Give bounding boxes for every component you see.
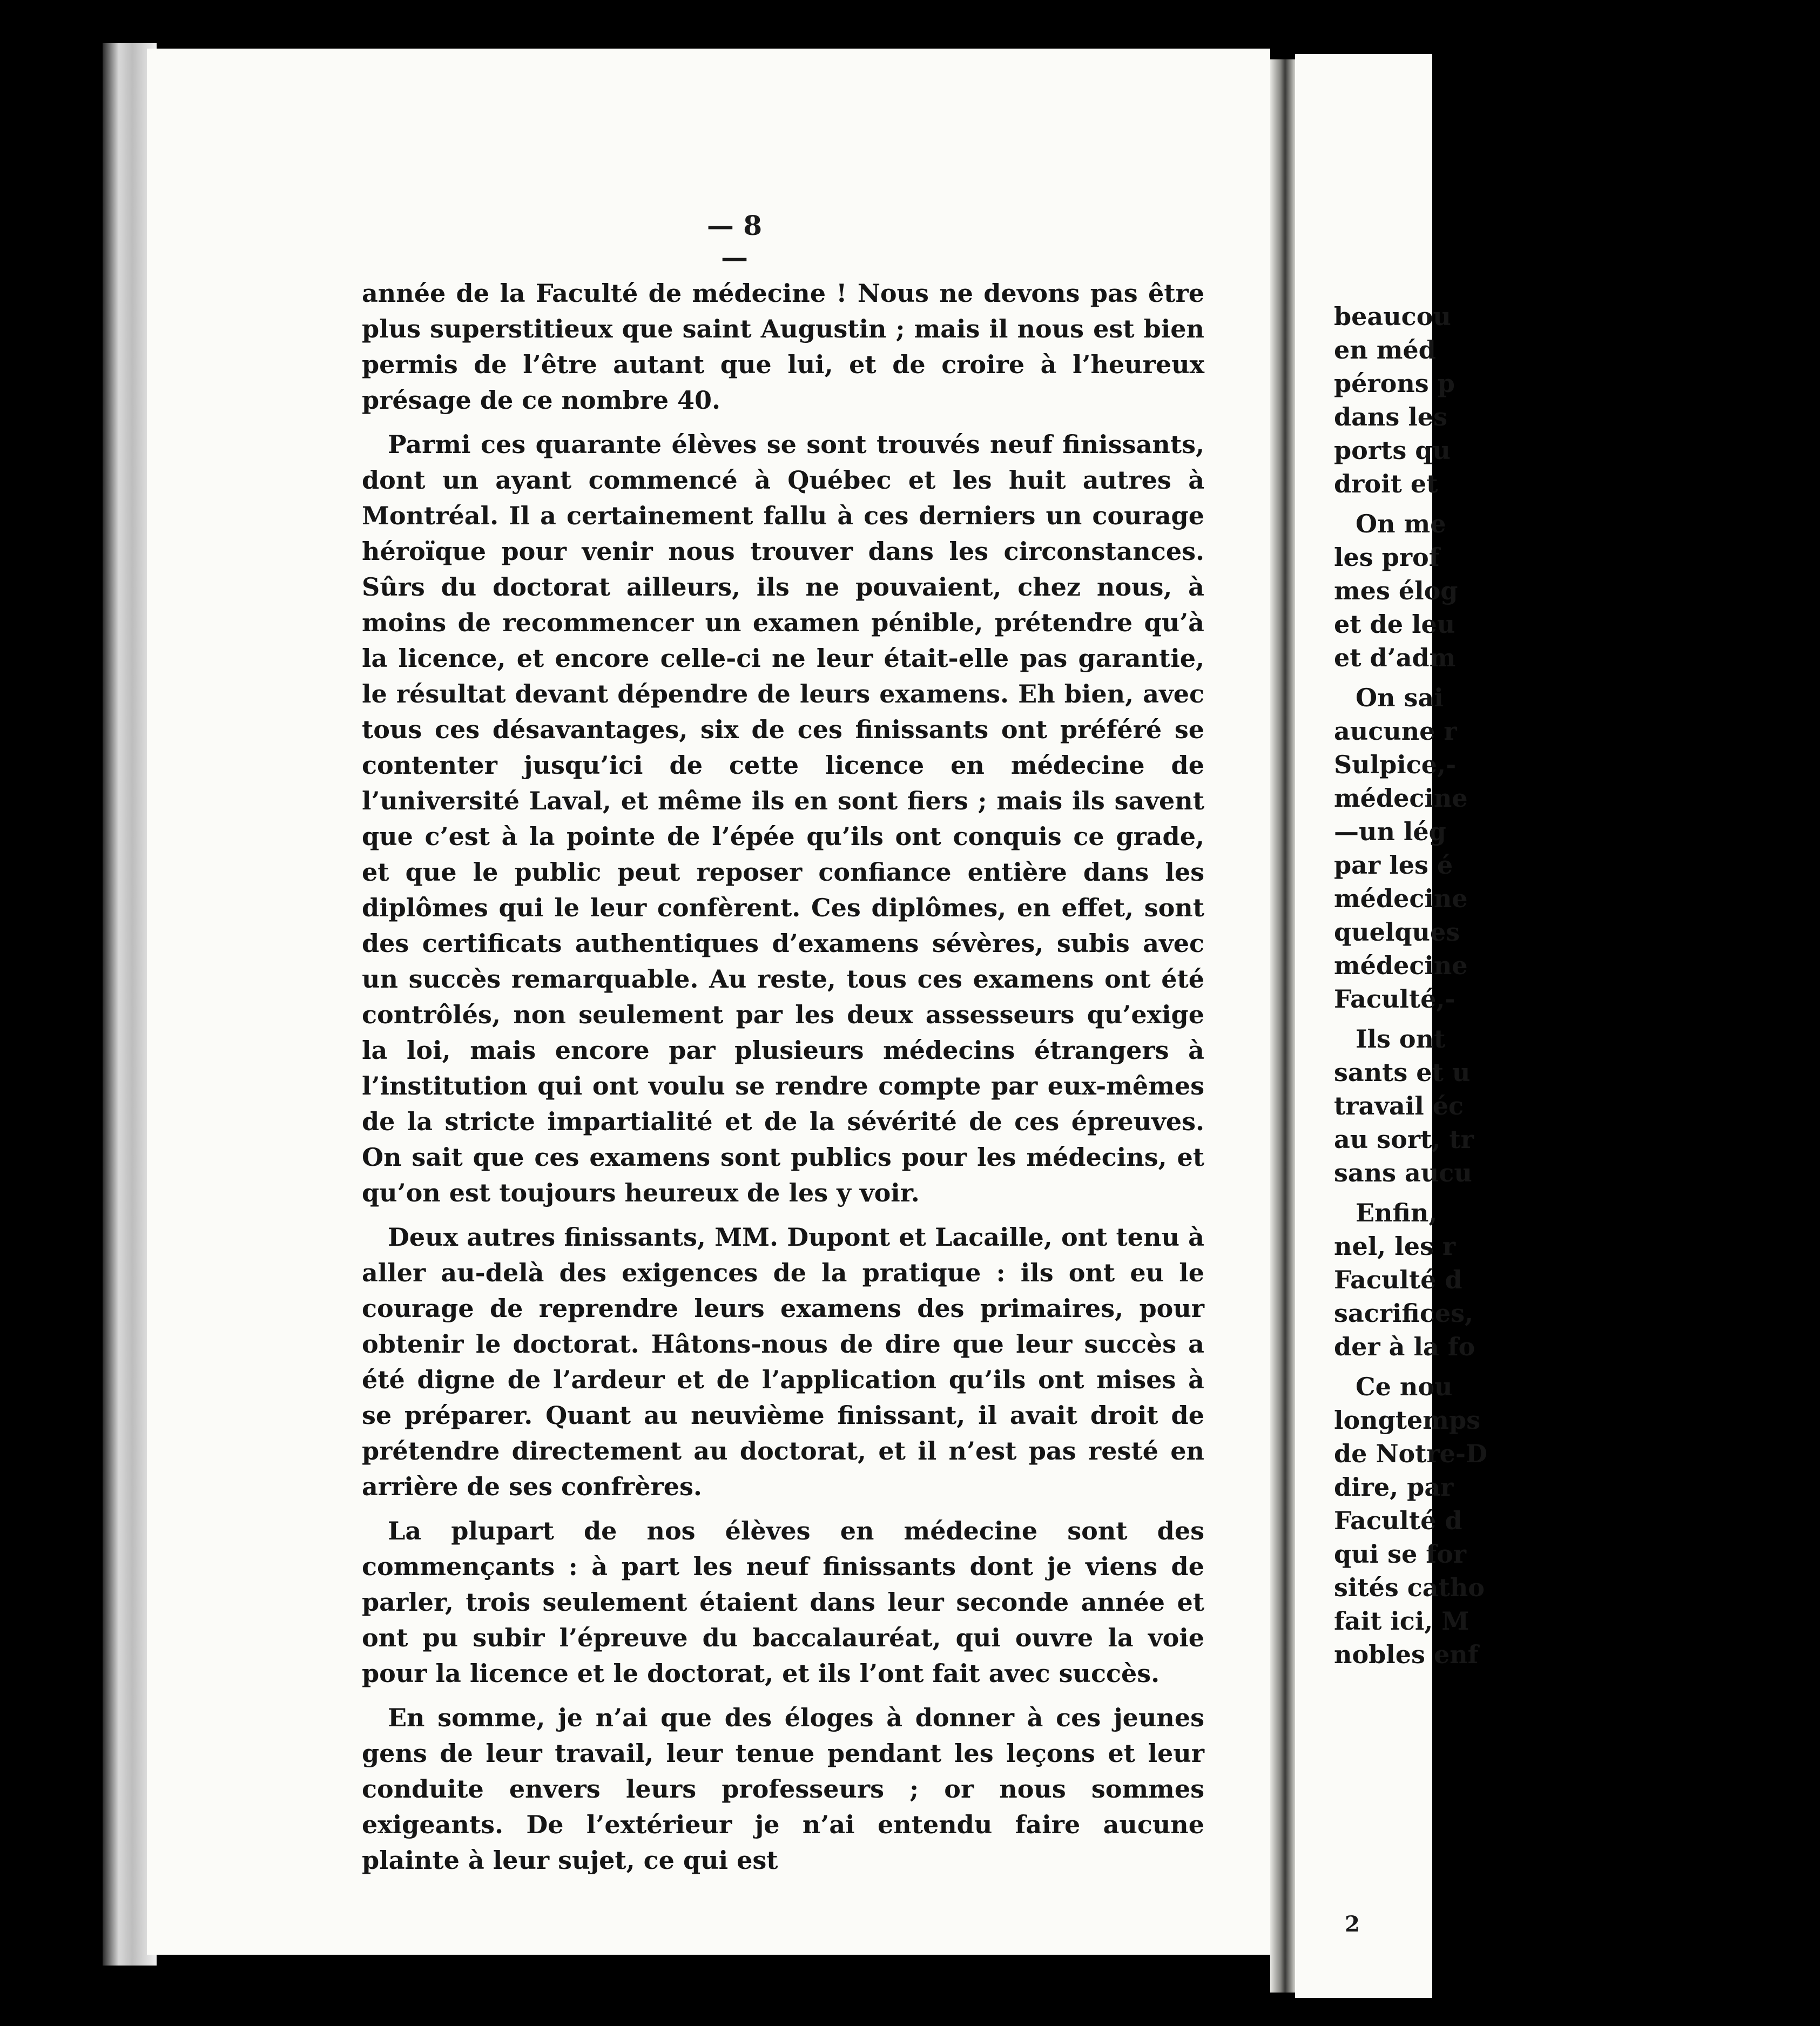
page-gutter (1270, 59, 1295, 1993)
right-line: au sort, tr (1334, 1125, 1474, 1154)
right-line: On sai (1356, 683, 1444, 712)
signature-mark: 2 (1345, 1912, 1360, 1937)
right-line: nobles enf (1334, 1640, 1479, 1669)
right-line: Faculté d (1334, 1265, 1462, 1294)
right-line: Ce nou (1356, 1372, 1453, 1401)
right-line: dire, par (1334, 1473, 1454, 1502)
right-line: longtemps (1334, 1406, 1481, 1435)
right-line: —un lég (1334, 817, 1446, 846)
right-line: quelques (1334, 917, 1460, 947)
right-line: médecine (1334, 951, 1468, 980)
right-line: Enfin, (1356, 1198, 1438, 1227)
right-line: les prof (1334, 543, 1440, 572)
right-line: et d’adm (1334, 643, 1456, 672)
right-line: qui se for (1334, 1539, 1466, 1569)
right-line: par les é (1334, 850, 1453, 880)
right-page (1295, 54, 1487, 1998)
right-line: sans aucu (1334, 1158, 1472, 1187)
right-line: en méd (1334, 335, 1436, 364)
right-line: Ils ont (1356, 1024, 1446, 1053)
right-line: On me (1356, 509, 1446, 538)
right-line: Faculté d (1334, 1506, 1462, 1535)
right-line: der à la fo (1334, 1332, 1475, 1361)
right-line: pérons p (1334, 369, 1455, 398)
paragraph: Deux autres finissants, MM. Dupont et Lacaille, ont tenu à aller au-delà des exigences de la pratique : ils ont eu le courage de reprendre leurs examens des primaires, pour obtenir le doctorat. Hâtons-nous de dire que leur succès a été digne de l’ardeur et de l’application qu’ils ont mises à se préparer. Quant au neuvième finissant, il avait droit de prétendre directement au doctorat, et il n’est pas resté en arrière de ses confrères. (362, 1223, 1204, 1501)
paragraph: année de la Faculté de médecine ! Nous ne devons pas être plus superstitieux que saint Augustin ; mais il nous est bien permis de l’être autant que lui, et de croire à l’heureux présage de ce nombre 40. (362, 279, 1204, 415)
right-line: Faculté,- (1334, 984, 1455, 1014)
right-line: sants et u (1334, 1058, 1471, 1087)
right-line: ports qu (1334, 436, 1451, 465)
right-line: fait ici, M (1334, 1606, 1470, 1636)
body-text (362, 275, 1204, 1887)
right-line: sacrifices, (1334, 1299, 1474, 1328)
right-line: dans les (1334, 402, 1447, 431)
right-line: droit et (1334, 469, 1438, 498)
right-line: nel, les r (1334, 1232, 1456, 1261)
right-line: mes élog (1334, 576, 1458, 605)
paragraph: En somme, je n’ai que des éloges à donner à ces jeunes gens de leur travail, leur tenue pendant les leçons et leur conduite envers leurs professeurs ; or nous sommes exigeants. De l’extérieur je n’ai entendu faire aucune plainte à leur sujet, ce qui est (362, 1703, 1204, 1875)
right-line: médecine (1334, 784, 1468, 813)
right-page-text (1334, 300, 1820, 1671)
right-line: beaucou (1334, 302, 1451, 331)
page-number: — 8 — (706, 210, 763, 273)
right-line: et de leu (1334, 610, 1455, 639)
paragraph: La plupart de nos élèves en médecine sont des commençants : à part les neuf finissants dont je viens de parler, trois seulement étaient dans leur seconde année et ont pu subir l’épreuve du baccalauréat, qui ouvre la voie pour la licence et le doctorat, et ils l’ont fait avec succès. (362, 1516, 1204, 1688)
right-line: médecine (1334, 884, 1468, 913)
paragraph: Parmi ces quarante élèves se sont trouvés neuf finissants, dont un ayant commencé à Québec et les huit autres à Montréal. Il a certainement fallu à ces derniers un courage héroïque pour venir nous trouver dans les circonstances. Sûrs du doctorat ailleurs, ils ne pouvaient, chez nous, à moins de recommencer un examen pénible, prétendre qu’à la licence, et encore celle-ci ne leur était-elle pas garantie, le résultat devant dépendre de leurs examens. Eh bien, avec tous ces désavantages, six de ces finissants ont préféré se contenter jusqu’ici de cette licence en médecine de l’université Laval, et même ils en sont fiers ; mais ils savent que c’est à la pointe de l’épée qu’ils ont conquis ce grade, et que le public peut reposer confiance entière dans les diplômes qui le leur confèrent. Ces diplômes, en effet, sont des certificats authentiques d’examens sévères, subis avec un succès remarquable. Au reste, tous ces examens ont été contrôlés, non seulement par les deux assesseurs qu’exige la loi, mais encore par plusieurs médecins étrangers à l’institution qui ont voulu se rendre compte par eux-mêmes de la stricte impartialité et de la sévérité de ces épreuves. On sait que ces examens sont publics pour les médecins, et qu’on est toujours heureux de les y voir. (362, 430, 1204, 1207)
right-line: travail éc (1334, 1091, 1464, 1120)
right-line: Sulpice,- (1334, 750, 1457, 779)
right-line: sités catho (1334, 1573, 1485, 1602)
right-line: de Notre-D (1334, 1439, 1487, 1468)
right-line: aucune r (1334, 717, 1457, 746)
